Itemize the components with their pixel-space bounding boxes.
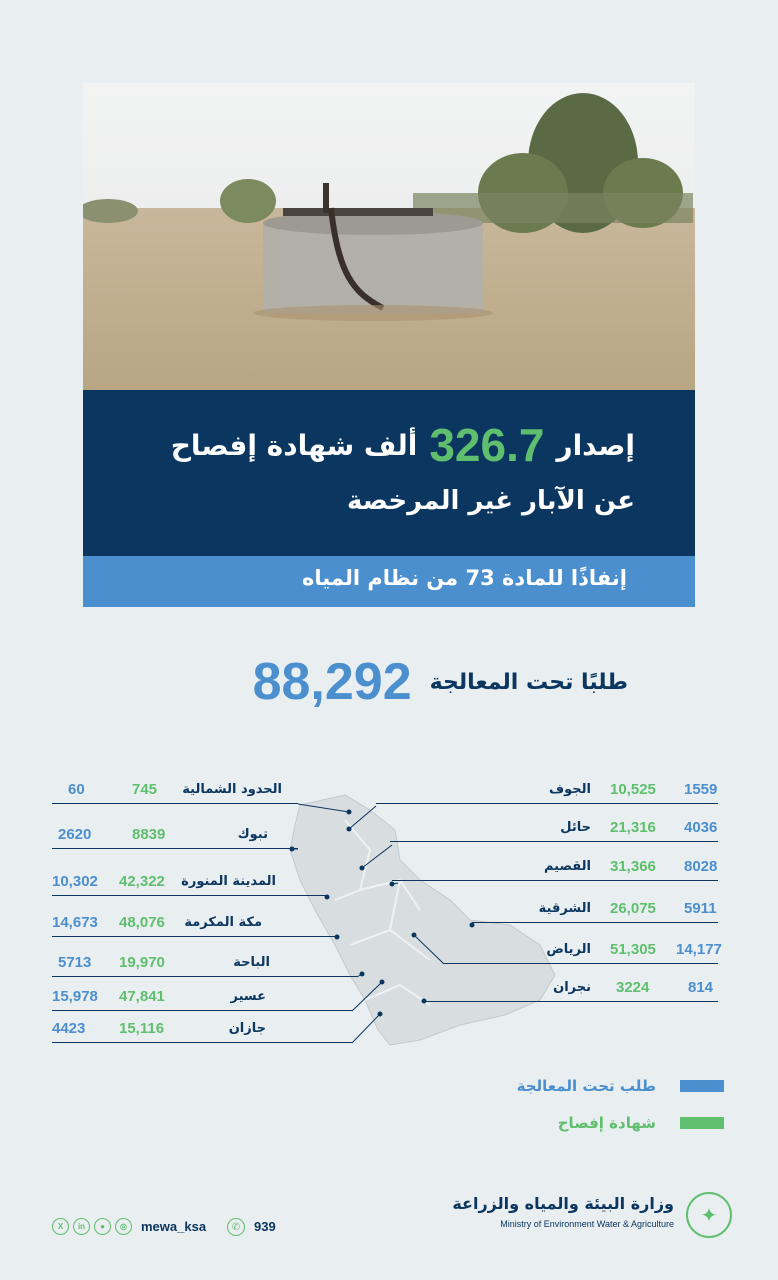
- region-disclosure: 745: [132, 781, 158, 798]
- region-name: الجوف: [549, 782, 591, 797]
- subtitle-bar: [83, 556, 695, 607]
- region-row-jouf: [376, 780, 721, 806]
- phone-number[interactable]: 939: [254, 1219, 276, 1234]
- total-label: طلبًا تحت المعالجة: [429, 669, 628, 695]
- social-handle[interactable]: mewa_ksa: [141, 1219, 207, 1234]
- legend-pending-swatch: [680, 1080, 724, 1092]
- connector-line: [472, 922, 718, 923]
- org-name-arabic: وزارة البيئة والمياه والزراعة: [452, 1194, 674, 1213]
- x-icon[interactable]: X: [52, 1218, 69, 1235]
- region-disclosure: 21,316: [610, 819, 656, 836]
- region-pending: 8028: [684, 858, 718, 875]
- region-pending: 15,978: [52, 988, 98, 1005]
- region-row-qassim: [376, 857, 721, 883]
- subtitle: إنفاذًا للمادة 73 من نظام المياه: [302, 566, 627, 590]
- headline-number: 326.7: [429, 419, 545, 471]
- region-name: الحدود الشمالية: [182, 782, 282, 797]
- phone-icon: ✆: [227, 1218, 245, 1236]
- region-row-northern-borders: [52, 780, 352, 806]
- connector-line: [52, 976, 357, 977]
- connector-line: [424, 1001, 718, 1002]
- region-disclosure: 42,322: [119, 873, 165, 890]
- region-pending: 814: [688, 979, 714, 996]
- connector-line: [376, 803, 718, 804]
- region-disclosure: 8839: [132, 826, 166, 843]
- connector-line: [52, 1042, 352, 1043]
- region-pending: 5911: [684, 900, 717, 917]
- region-row-riyadh: [376, 940, 721, 966]
- region-row-asir: [52, 987, 352, 1013]
- region-disclosure: 47,841: [119, 988, 165, 1005]
- region-disclosure: 31,366: [610, 858, 656, 875]
- region-pending: 14,177: [676, 941, 722, 958]
- headline-prefix: إصدار: [556, 428, 635, 462]
- region-pending: 60: [68, 781, 85, 798]
- connector-line: [52, 895, 327, 896]
- region-row-najran: [376, 978, 721, 1004]
- region-disclosure: 48,076: [119, 914, 165, 931]
- legend-disclosure-swatch: [680, 1117, 724, 1129]
- region-disclosure: 19,970: [119, 954, 165, 971]
- region-name: الشرقية: [538, 901, 591, 916]
- ministry-logo-icon: ✦: [686, 1192, 732, 1238]
- region-pending: 14,673: [52, 914, 98, 931]
- org-name-english: Ministry of Environment Water & Agriculture: [500, 1219, 674, 1229]
- linkedin-icon[interactable]: in: [73, 1218, 90, 1235]
- region-row-makkah: [52, 913, 352, 939]
- headline-suffix: ألف شهادة إفصاح: [170, 428, 418, 462]
- region-name: القصيم: [543, 859, 591, 874]
- region-pending: 10,302: [52, 873, 98, 890]
- region-row-tabuk: [52, 825, 352, 851]
- connector-line: [52, 803, 298, 804]
- region-pending: 4423: [52, 1020, 86, 1037]
- region-row-eastern: [376, 899, 721, 925]
- connector-line: [390, 841, 718, 842]
- region-disclosure: 51,305: [610, 941, 656, 958]
- region-row-madinah: [52, 872, 352, 898]
- region-disclosure: 26,075: [610, 900, 656, 917]
- hero-photo: [83, 83, 695, 390]
- region-name: الرياض: [546, 942, 591, 957]
- snapchat-icon[interactable]: ●: [94, 1218, 111, 1235]
- region-disclosure: 3224: [616, 979, 650, 996]
- connector-line: [52, 1010, 352, 1011]
- title-banner: [83, 390, 695, 556]
- total-number: 88,292: [252, 653, 412, 711]
- legend-pending: طلب تحت المعالجة: [516, 1077, 656, 1095]
- region-pending: 2620: [58, 826, 92, 843]
- region-name: نجران: [553, 980, 591, 995]
- region-name: حائل: [560, 820, 591, 835]
- region-name: المدينة المنورة: [181, 874, 276, 889]
- region-pending: 1559: [684, 781, 718, 798]
- region-name: مكة المكرمة: [184, 915, 262, 930]
- region-name: جازان: [228, 1021, 266, 1036]
- region-row-baha: [52, 953, 352, 979]
- legend-disclosure: شهادة إفصاح: [557, 1114, 656, 1132]
- region-name: عسير: [230, 989, 266, 1004]
- region-disclosure: 10,525: [610, 781, 656, 798]
- social-links: [52, 1218, 132, 1235]
- connector-line: [52, 848, 298, 849]
- connector-line: [52, 936, 337, 937]
- connector-line: [392, 880, 718, 881]
- headline: [171, 418, 635, 472]
- region-pending: 5713: [58, 954, 92, 971]
- total-pending: [253, 652, 628, 712]
- region-row-jazan: [52, 1019, 352, 1045]
- region-pending: 4036: [684, 819, 718, 836]
- region-name: الباحة: [233, 955, 270, 970]
- connector-line: [444, 963, 718, 964]
- instagram-icon[interactable]: ◎: [115, 1218, 132, 1235]
- region-row-hail: [376, 818, 721, 844]
- region-disclosure: 15,116: [119, 1020, 165, 1037]
- region-name: تبوك: [237, 827, 268, 842]
- headline-line2: عن الآبار غير المرخصة: [346, 486, 635, 516]
